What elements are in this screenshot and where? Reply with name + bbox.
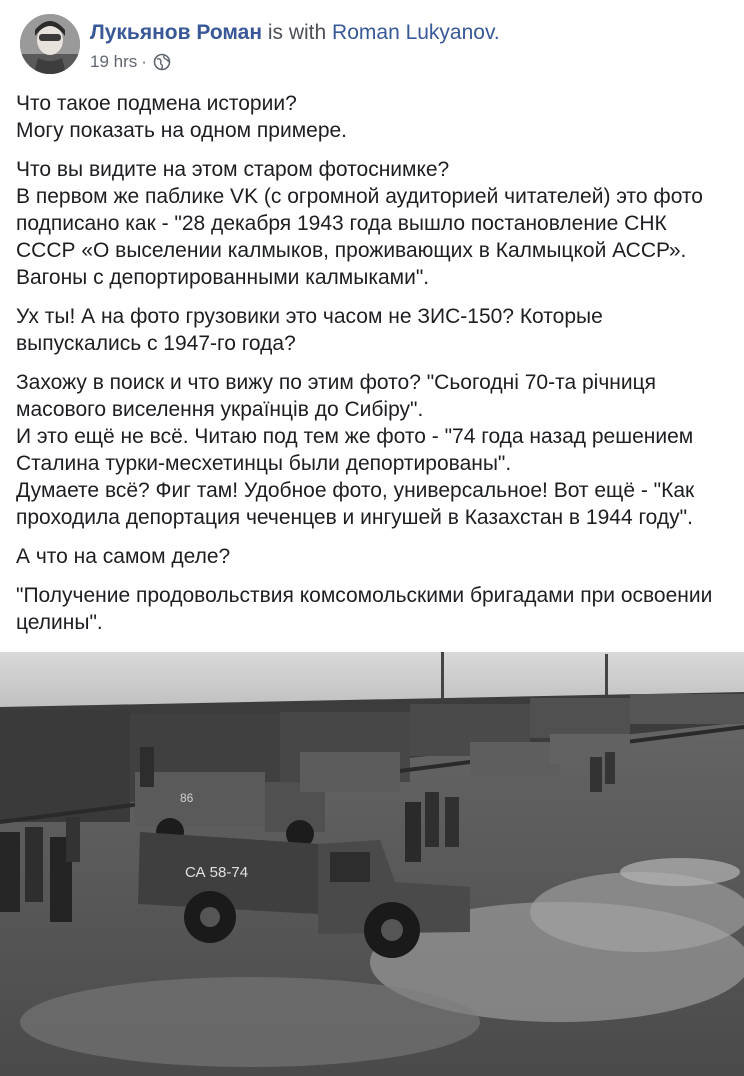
paragraph: Что такое подмена истории? Могу показать на одном примере. [16,92,348,142]
paragraph: Ух ты! А на фото грузовики это часом не ЗИС-150? Которые выпускались с 1947-го года? [16,305,603,355]
meta-dot-separator: · [141,52,147,71]
post-photo[interactable] [0,652,744,1076]
truck-plate-back: 86 [180,791,194,805]
avatar[interactable] [20,14,80,74]
paragraph: А что на самом деле? [16,545,231,568]
author-name-link[interactable]: Лукьянов Роман [90,21,262,44]
paragraph: "Получение продовольствия комсомольскими бригадами при освоении целины". [16,584,713,634]
post-header [20,14,720,78]
post-text [16,90,728,648]
timestamp-link[interactable]: 19 hrs [90,52,138,71]
with-text: is with [267,21,327,44]
paragraph: Что вы видите на этом старом фотоснимке? В первом же паблике VK (с огромной аудиторией читателей) это фото подписано как - "28 декабря 1943 года вышло постановление СНК СССР «О выселении калмыков, проживающих в Калмыцкой АССР». Вагоны с депортированными калмыками". [16,158,703,289]
globe-icon[interactable] [153,53,171,71]
tagged-user-link[interactable]: Roman Lukyanov. [332,21,500,44]
truck-plate-front: СА 58-74 [185,864,249,881]
paragraph: Захожу в поиск и что вижу по этим фото? "Сьогодні 70-та річниця масового виселення українців до Сибіру". И это ещё не всё. Читаю под тем же фото - "74 года назад решением Сталина турки-месхетинцы были депортированы". Думаете всё? Фиг там! Удобное фото, универсальное! Вот ещё - "Как проходила депортация чеченцев и ингушей в Казахстан в 1944 году". [16,371,695,529]
post-meta [90,52,171,72]
author-line [90,21,500,45]
